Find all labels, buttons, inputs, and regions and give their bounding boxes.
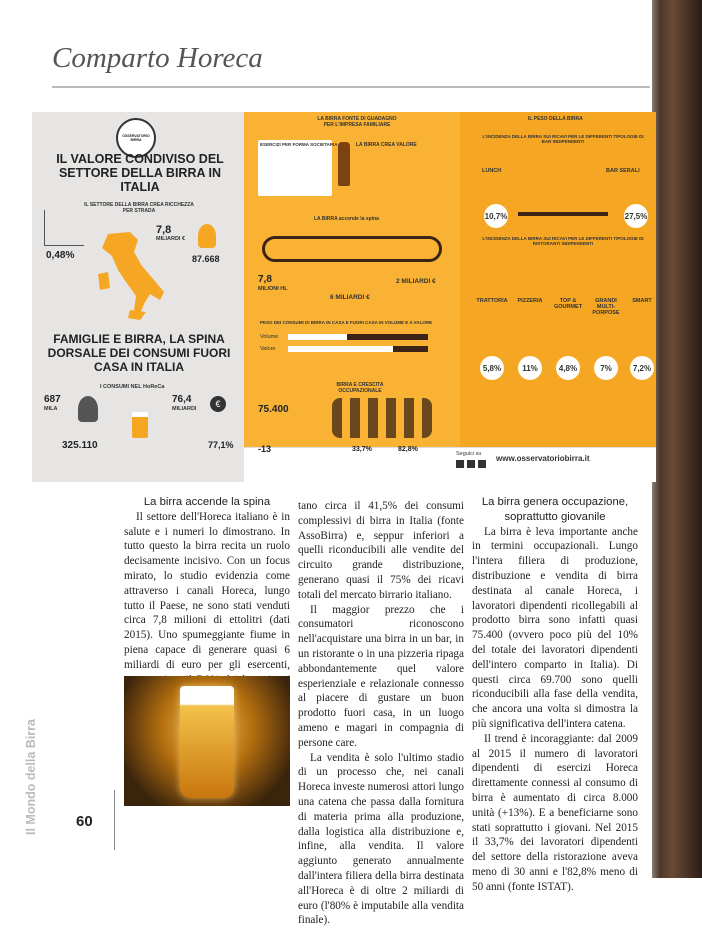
- col2-paragraph-1: tano circa il 41,5% dei consumi complessivi di birra in Italia (fonte AssoBirra) e, seppur inferiori a quelli riconducibili alle vendite del circuito grande distribuzione, generano quasi il 75% dei ricavi totali del mercato birrario italiano.: [298, 500, 464, 601]
- stat-76-4: 76,4: [172, 394, 192, 405]
- stat-0-48: 0,48%: [46, 250, 75, 261]
- col2-paragraph-2: Il maggior prezzo che i consumatori riconoscono nell'acquistare una birra in un bar, in un ristorante o in una pizzeria ripaga abbondantemente quel valore esperienziale e relazionale connesso al piacere di gustare un buon prodotto fuori casa, in un luogo ameno e magari in compagnia di persone care.: [298, 603, 464, 749]
- chef-icon: [78, 396, 98, 422]
- peso-label: PESO DEI CONSUMI DI BIRRA IN CASA E FUORI CASA IN VOLUME E A VALORE: [260, 320, 433, 325]
- bar-serali-label: BAR SERALI: [606, 168, 640, 174]
- col3-paragraph-2: Il trend è incoraggiante: dal 2009 al 2015 il numero di lavoratori dipendenti di esercizi Horeca direttamente connessi al consumo di birra è aumentato di circa 8.000 unità (+13%). E a beneficiarne sono stati soprattutto i giovani. Nel 2015 il 33,7% dei lavoratori dipendenti del settore della ristorazione aveva meno di 30 anni e l'82,8% meno di 50 anni (fonte ISTAT).: [472, 732, 638, 893]
- category-grandi: GRANDI MULTI-PORPOSE: [592, 298, 620, 316]
- stat-7-8-unit: MILIARDI €: [156, 236, 186, 242]
- stat-7-8: 7,8: [156, 224, 172, 236]
- stat-7-8-hl: 7,8: [258, 274, 272, 285]
- euro-icon: €: [210, 396, 226, 412]
- title-rule: [52, 86, 650, 88]
- infographic-sub-title: FAMIGLIE E BIRRA, LA SPINA DORSALE DEI CONSUMI FUORI CASA IN ITALIA: [47, 332, 231, 374]
- pct-trattoria: 5,8%: [480, 356, 504, 380]
- social-icons: [456, 460, 486, 468]
- esercizi-label: ESERCIZI PER FORMA SOCIETARIA: [260, 142, 338, 147]
- stat-82-8: 82,8%: [398, 446, 418, 453]
- stat-75400: 75.400: [258, 404, 289, 415]
- italy-map: [90, 230, 170, 320]
- stat-13: -13: [258, 444, 272, 454]
- column-3: [472, 495, 638, 895]
- page-number-rule: [114, 790, 115, 850]
- col3-heading: La birra genera occupazione, soprattutto giovanile: [481, 496, 629, 523]
- magazine-spine: [652, 0, 702, 878]
- col1-paragraph-1: Il settore dell'Horeca italiano è in salute e i numeri lo dimostrano. In tutto questo la birra recita un ruolo decisamente incisivo. Con un focus mirato, lo studio evidenzia come attraverso i canali Horeca, lungo tutto il Paese, ne sono stati venduti circa 7,8 milioni di ettolitri (dati 2015). Uno spumeggiante fiume in piena capace di generare quasi 6 miliardi di euro per gli esercenti,: [124, 510, 290, 671]
- logo-text: OSSERVATORIO BIRRA: [122, 134, 150, 142]
- pct-serali: 27,5%: [624, 204, 648, 228]
- page-number: 60: [76, 813, 93, 830]
- beer-photo: [124, 676, 290, 806]
- stat-2-miliardi: 2 MILIARDI €: [396, 278, 436, 285]
- infographic: [32, 112, 656, 482]
- stat-7-8-hl-unit: MILIONI HL: [258, 286, 288, 292]
- pct-smart: 7,2%: [630, 356, 654, 380]
- family-title: LA BIRRA FONTE DI GUADAGNO PER L'IMPRESA FAMILIARE: [317, 116, 397, 128]
- valore-label: LA BIRRA CREA VALORE: [356, 142, 417, 148]
- sector-label: IL SETTORE DELLA BIRRA CREA RICCHEZZA PER STRADA: [84, 202, 194, 214]
- infographic-footer: [244, 447, 656, 482]
- pipeline-graphic: [262, 236, 442, 262]
- section-title: Comparto Horeca: [52, 42, 263, 74]
- pct-lunch: 10,7%: [484, 204, 508, 228]
- bar-chart-icon: [44, 210, 84, 246]
- stat-687: 687: [44, 394, 61, 405]
- stat-33-7: 33,7%: [352, 446, 372, 453]
- volume-label: Volume: [260, 334, 279, 340]
- beer-bottle-icon: [338, 142, 350, 186]
- bar-counter-graphic: [518, 176, 608, 216]
- person-icon: [198, 224, 216, 248]
- stat-6-miliardi: 6 MILIARDI €: [330, 294, 370, 301]
- esercizi-box: [258, 140, 332, 196]
- lunch-label: LUNCH: [482, 168, 502, 174]
- infographic-main-title: IL VALORE CONDIVISO DEL SETTORE DELLA BIRRA IN ITALIA: [56, 152, 224, 194]
- stat-325110: 325.110: [62, 440, 98, 451]
- occupazione-label: BIRRA E CRESCITA OCCUPAZIONALE: [336, 382, 384, 394]
- magazine-side-label: Il Mondo della Birra: [24, 719, 38, 835]
- category-smart: SMART: [632, 298, 652, 304]
- category-trattoria: TRATTORIA: [476, 298, 508, 304]
- incidenza-rist-label: L'INCIDENZA DELLA BIRRA SUI RICAVI PER LE DIFFERENTI TIPOLOGIE DI RISTORANTI INDIPENDENTI: [482, 236, 644, 246]
- category-top-gourmet: TOP & GOURMET: [553, 298, 583, 310]
- pct-pizzeria: 11%: [518, 356, 542, 380]
- valore-row-label: Valore: [260, 346, 276, 352]
- website-url[interactable]: www.osservatoriobirra.it: [496, 454, 590, 463]
- spina-label: LA BIRRA accende la spina: [314, 216, 379, 222]
- stat-87668: 87.668: [192, 254, 220, 264]
- col2-paragraph-3: La vendita è solo l'ultimo stadio di un processo che, nei canali Horeca investe numerosi attori lungo una catena che passa dalla fornitura di materia prima alla produzione, dalla logistica alla distribuzione e, infine, alla vendita. Il valore aggiunto generato annualmente dall'intera filiera della birra destinata all'Horeca è di oltre 2 miliardi di euro (l'80% è imputabile alla vendita finale).: [298, 751, 464, 927]
- incidenza-bar-label: L'INCIDENZA DELLA BIRRA SUI RICAVI PER LE DIFFERENTI TIPOLOGIE DI BAR INDIPENDENTI: [482, 134, 644, 144]
- stat-687-unit: MILA: [44, 406, 58, 412]
- column-2: [298, 499, 464, 928]
- workers-icons: [332, 398, 432, 438]
- pct-top-gourmet: 4,8%: [556, 356, 580, 380]
- seguici-label: Seguici su: [456, 451, 482, 457]
- beer-glass-icon: [132, 412, 148, 438]
- stat-76-4-unit: MILIARDI: [172, 406, 197, 412]
- col1-heading: La birra accende la spina: [143, 496, 271, 508]
- stat-77-1: 77,1%: [208, 440, 234, 450]
- volume-bar: [288, 334, 428, 340]
- peso-birra-label: IL PESO DELLA BIRRA: [528, 116, 583, 122]
- beer-glass: [180, 686, 234, 798]
- valore-bar: [288, 346, 428, 352]
- col3-paragraph-1: La birra è leva importante anche in termini occupazionali. Lungo l'intera filiera di produzione, distribuzione e vendita di birra destinata al canale Horeca, i lavoratori dipendenti ricollegabili al prodotto birra sono infatti quasi 75.400 (ovvero poco più del 10% del totale dei lavoratori dipendenti dell'intero comparto in Italia). Di questi circa 69.700 sono quelli riconducibili alla fase della vendita, che ancora una volta si dimostra la più significativa dell'intera catena.: [472, 525, 638, 730]
- category-pizzeria: PIZZERIA: [517, 298, 543, 304]
- consumi-label: I CONSUMI NEL HoReCa: [100, 384, 165, 390]
- pct-grandi: 7%: [594, 356, 618, 380]
